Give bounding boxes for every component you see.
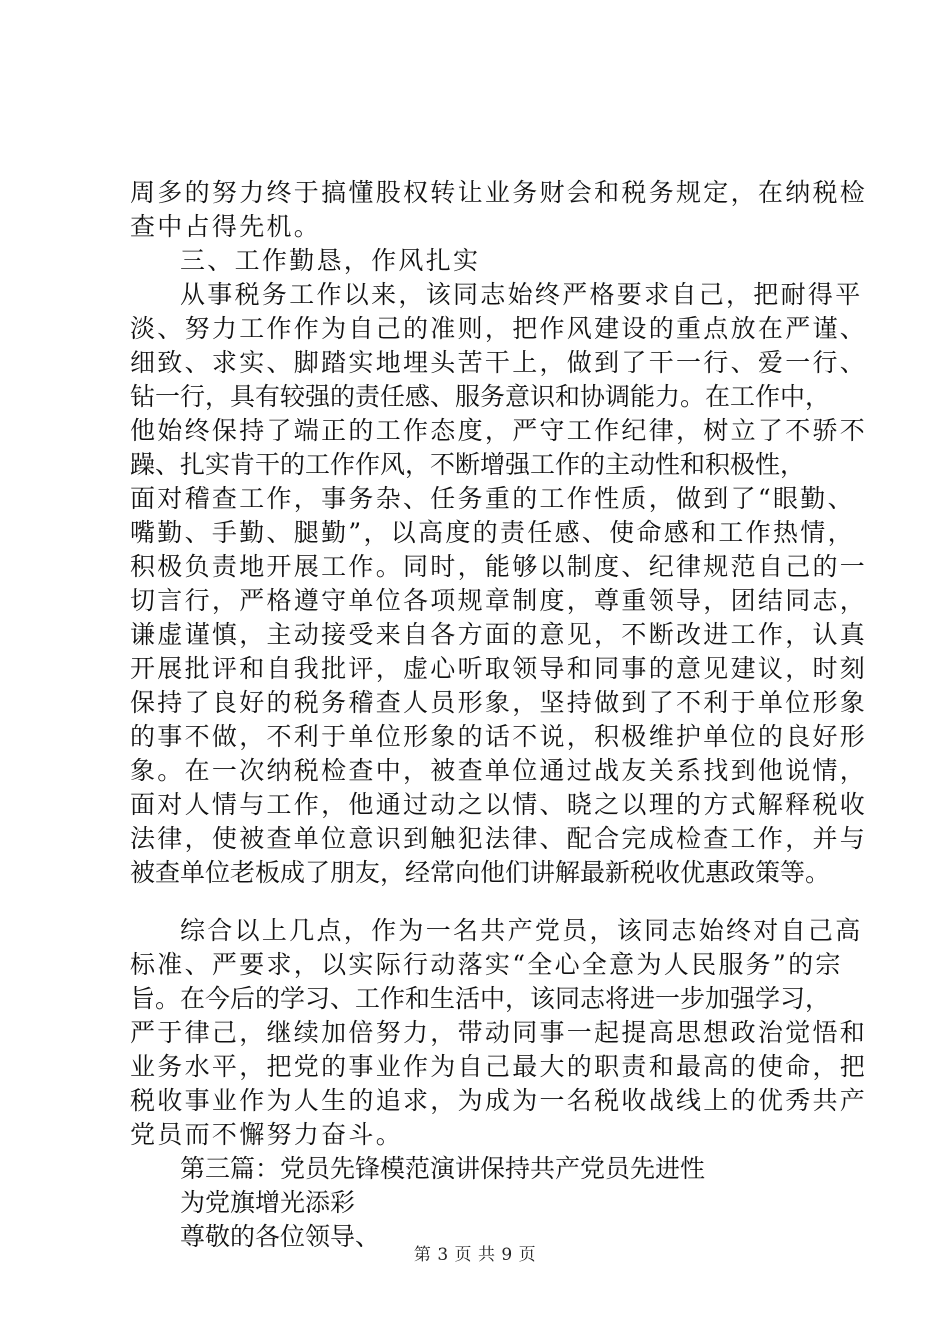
paragraph-line: 面对稽查工作，事务杂、任务重的工作性质，做到了“眼勤、 [130,484,855,513]
section-heading: 三、工作勤恳，作风扎实 [180,246,481,275]
article-title: 第三篇：党员先锋模范演讲保持共产党员先进性 [180,1154,706,1183]
paragraph-line: 切言行，严格遵守单位各项规章制度，尊重领导，团结同志， [130,586,868,615]
paragraph-line: 面对人情与工作，他通过动之以情、晓之以理的方式解释税收 [130,790,868,819]
page-number-footer: 第 3 页 共 9 页 [413,1245,537,1265]
paragraph-line: 从事税务工作以来，该同志始终严格要求自己，把耐得平 [180,280,863,309]
paragraph-line: 淡、努力工作作为自己的准则，把作风建设的重点放在严谨、 [130,314,868,343]
paragraph-line: 旨。在今后的学习、工作和生活中，该同志将进一步加强学习， [130,984,831,1013]
paragraph-line: 钻一行，具有较强的责任感、服务意识和协调能力。在工作中， [130,382,831,411]
paragraph-line: 开展批评和自我批评，虚心听取领导和同事的意见建议，时刻 [130,654,868,683]
paragraph-line: 党员而不懈努力奋斗。 [130,1120,404,1149]
paragraph-line: 被查单位老板成了朋友，经常向他们讲解最新税收优惠政策等。 [130,858,831,887]
article-subtitle: 为党旗增光添彩 [180,1188,356,1217]
paragraph-line: 积极负责地开展工作。同时，能够以制度、纪律规范自己的一 [130,552,868,581]
paragraph-line: 税收事业作为人生的追求，为成为一名税收战线上的优秀共产 [130,1086,868,1115]
paragraph-line: 躁、扎实肯干的工作作风，不断增强工作的主动性和积极性， [130,450,806,479]
paragraph-line: 象。在一次纳税检查中，被查单位通过战友关系找到他说情， [130,756,868,785]
salutation-line: 尊敬的各位领导、 [180,1222,381,1251]
paragraph-line: 标准、严要求，以实际行动落实“全心全意为人民服务”的宗 [130,950,843,979]
paragraph-line: 细致、求实、脚踏实地埋头苦干上，做到了干一行、爱一行、 [130,348,868,377]
paragraph-line: 综合以上几点，作为一名共产党员，该同志始终对自己高 [180,916,863,945]
paragraph-line: 查中占得先机。 [130,212,322,241]
paragraph-line: 的事不做，不利于单位形象的话不说，积极维护单位的良好形 [130,722,868,751]
paragraph-line: 保持了良好的税务稽查人员形象，坚持做到了不利于单位形象 [130,688,868,717]
paragraph-line: 谦虚谨慎，主动接受来自各方面的意见，不断改进工作，认真 [130,620,868,649]
paragraph-line: 嘴勤、手勤、腿勤”，以高度的责任感、使命感和工作热情， [130,518,855,547]
paragraph-line: 法律，使被查单位意识到触犯法律、配合完成检查工作，并与 [130,824,868,853]
paragraph-line: 他始终保持了端正的工作态度，严守工作纪律，树立了不骄不 [130,416,868,445]
paragraph-line: 严于律己，继续加倍努力，带动同事一起提高思想政治觉悟和 [130,1018,868,1047]
paragraph-line: 业务水平，把党的事业作为自己最大的职责和最高的使命，把 [130,1052,868,1081]
paragraph-line: 周多的努力终于搞懂股权转让业务财会和税务规定，在纳税检 [130,178,868,207]
